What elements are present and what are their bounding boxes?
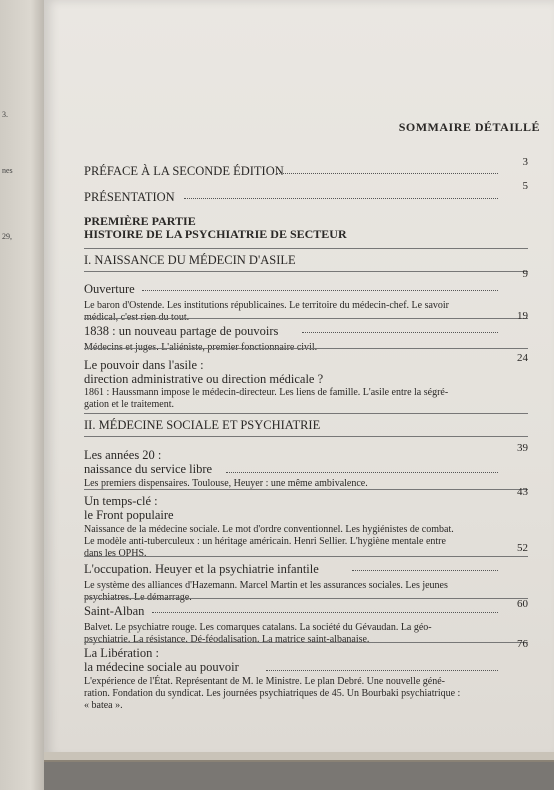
section-heading-2	[84, 416, 528, 434]
book-page	[44, 0, 554, 758]
page-fragment: nes	[2, 166, 13, 175]
adjacent-page	[0, 0, 44, 790]
description-line: L'expérience de l'État. Représentant de M. le Ministre. Le plan Debré. Une nouvelle géné-	[84, 676, 445, 687]
divider	[84, 556, 528, 557]
page-number: 43	[517, 486, 528, 498]
entry-title-continued: le Front populaire	[84, 508, 174, 522]
toc-entry-preface	[84, 156, 528, 180]
description-line: psychiatres. Le démarrage.	[84, 592, 192, 603]
page-bottom-edge	[44, 752, 554, 762]
divider	[84, 489, 528, 490]
toc-entry	[84, 352, 528, 411]
page-number: 5	[522, 180, 528, 192]
page-number: 60	[517, 598, 528, 610]
entry-title: Le pouvoir dans l'asile :	[84, 358, 204, 372]
entry-description	[84, 524, 528, 560]
toc-entry	[84, 442, 528, 490]
divider	[84, 271, 528, 272]
section-title: II. MÉDECINE SOCIALE ET PSYCHIATRIE	[84, 418, 321, 432]
entry-description	[84, 676, 528, 712]
description-line: Naissance de la médecine sociale. Le mot d'ordre conventionnel. Les hygiénistes de combat.	[84, 524, 454, 535]
entry-title-continued: direction administrative ou direction médicale ?	[84, 372, 324, 386]
entry-title-continued: la médecine sociale au pouvoir	[84, 660, 239, 674]
description-line: psychiatrie. La résistance. Dé-féodalisation. La matrice saint-albanaise.	[84, 634, 370, 645]
divider	[84, 642, 528, 643]
entry-description	[84, 300, 528, 324]
toc-entry-presentation	[84, 180, 528, 206]
leader-dots	[142, 290, 498, 291]
part-label: PREMIÈRE PARTIE	[84, 214, 196, 228]
entry-title: Saint-Alban	[84, 604, 145, 618]
entry-title: Ouverture	[84, 282, 135, 296]
entry-description	[84, 580, 528, 604]
toc-entry	[84, 598, 528, 646]
leader-dots	[276, 173, 498, 174]
description-line: Le système des alliances d'Hazemann. Marcel Martin et les assurances sociales. Les jeunes	[84, 580, 448, 591]
page-number: 24	[517, 352, 528, 364]
description-line: « batea ».	[84, 700, 123, 711]
leader-dots	[152, 612, 498, 613]
entry-description	[84, 387, 528, 411]
divider	[84, 318, 528, 319]
description-line: gation et le traitement.	[84, 399, 174, 410]
divider	[84, 598, 528, 599]
part-title: HISTOIRE DE LA PSYCHIATRIE DE SECTEUR	[84, 227, 347, 241]
section-heading-1	[84, 251, 528, 269]
entry-title: PRÉSENTATION	[84, 190, 175, 204]
entry-title: Les années 20 :	[84, 448, 162, 462]
description-line: Les premiers dispensaires. Toulouse, Heuyer : une même ambivalence.	[84, 478, 368, 489]
page-fragment: 3.	[2, 110, 8, 119]
description-line: 1861 : Haussmann impose le médecin-directeur. Les liens de famille. L'asile entre la ségré-	[84, 387, 449, 398]
page-number: 19	[517, 310, 528, 322]
description-line: Le baron d'Ostende. Les institutions républicaines. Le territoire du médecin-chef. Le savoir	[84, 300, 450, 311]
page-number: 3	[522, 156, 528, 168]
page-number: 9	[522, 268, 528, 280]
description-line: ration. Fondation du syndicat. Les journées psychiatriques de 45. Un Bourbaki psychiatrique :	[84, 688, 461, 699]
entry-title: La Libération :	[84, 646, 159, 660]
leader-dots	[302, 332, 498, 333]
divider	[84, 348, 528, 349]
page-number: 76	[517, 638, 528, 650]
page-number: 39	[517, 442, 528, 454]
entry-title: L'occupation. Heuyer et la psychiatrie infantile	[84, 562, 319, 576]
entry-title-continued: naissance du service libre	[84, 462, 213, 476]
entry-title: PRÉFACE À LA SECONDE ÉDITION	[84, 164, 284, 178]
section-title: I. NAISSANCE DU MÉDECIN D'ASILE	[84, 253, 296, 267]
divider	[84, 413, 528, 414]
toc-entry	[84, 486, 528, 560]
leader-dots	[184, 198, 498, 199]
page-heading: SOMMAIRE DÉTAILLÉ	[398, 120, 540, 134]
entry-title: Un temps-clé :	[84, 494, 158, 508]
description-line: médical, c'est rien du tout.	[84, 312, 190, 323]
divider	[84, 436, 528, 437]
leader-dots	[266, 670, 498, 671]
part-heading	[84, 215, 528, 241]
description-line: Médecins et juges. L'aliéniste, premier fonctionnaire civil.	[84, 342, 318, 353]
page-fragment: 29,	[2, 232, 12, 241]
description-line: dans les OPHS.	[84, 548, 147, 559]
page-number: 52	[517, 542, 528, 554]
divider	[84, 248, 528, 249]
entry-title: 1838 : un nouveau partage de pouvoirs	[84, 324, 279, 338]
description-line: Le modèle anti-tuberculeux : un héritage américain. Henri Sellier. L'hygiène mentale entre	[84, 536, 446, 547]
leader-dots	[226, 472, 498, 473]
description-line: Balvet. Le psychiatre rouge. Les comarques catalans. La société du Gévaudan. La géo-	[84, 622, 432, 633]
leader-dots	[352, 570, 498, 571]
